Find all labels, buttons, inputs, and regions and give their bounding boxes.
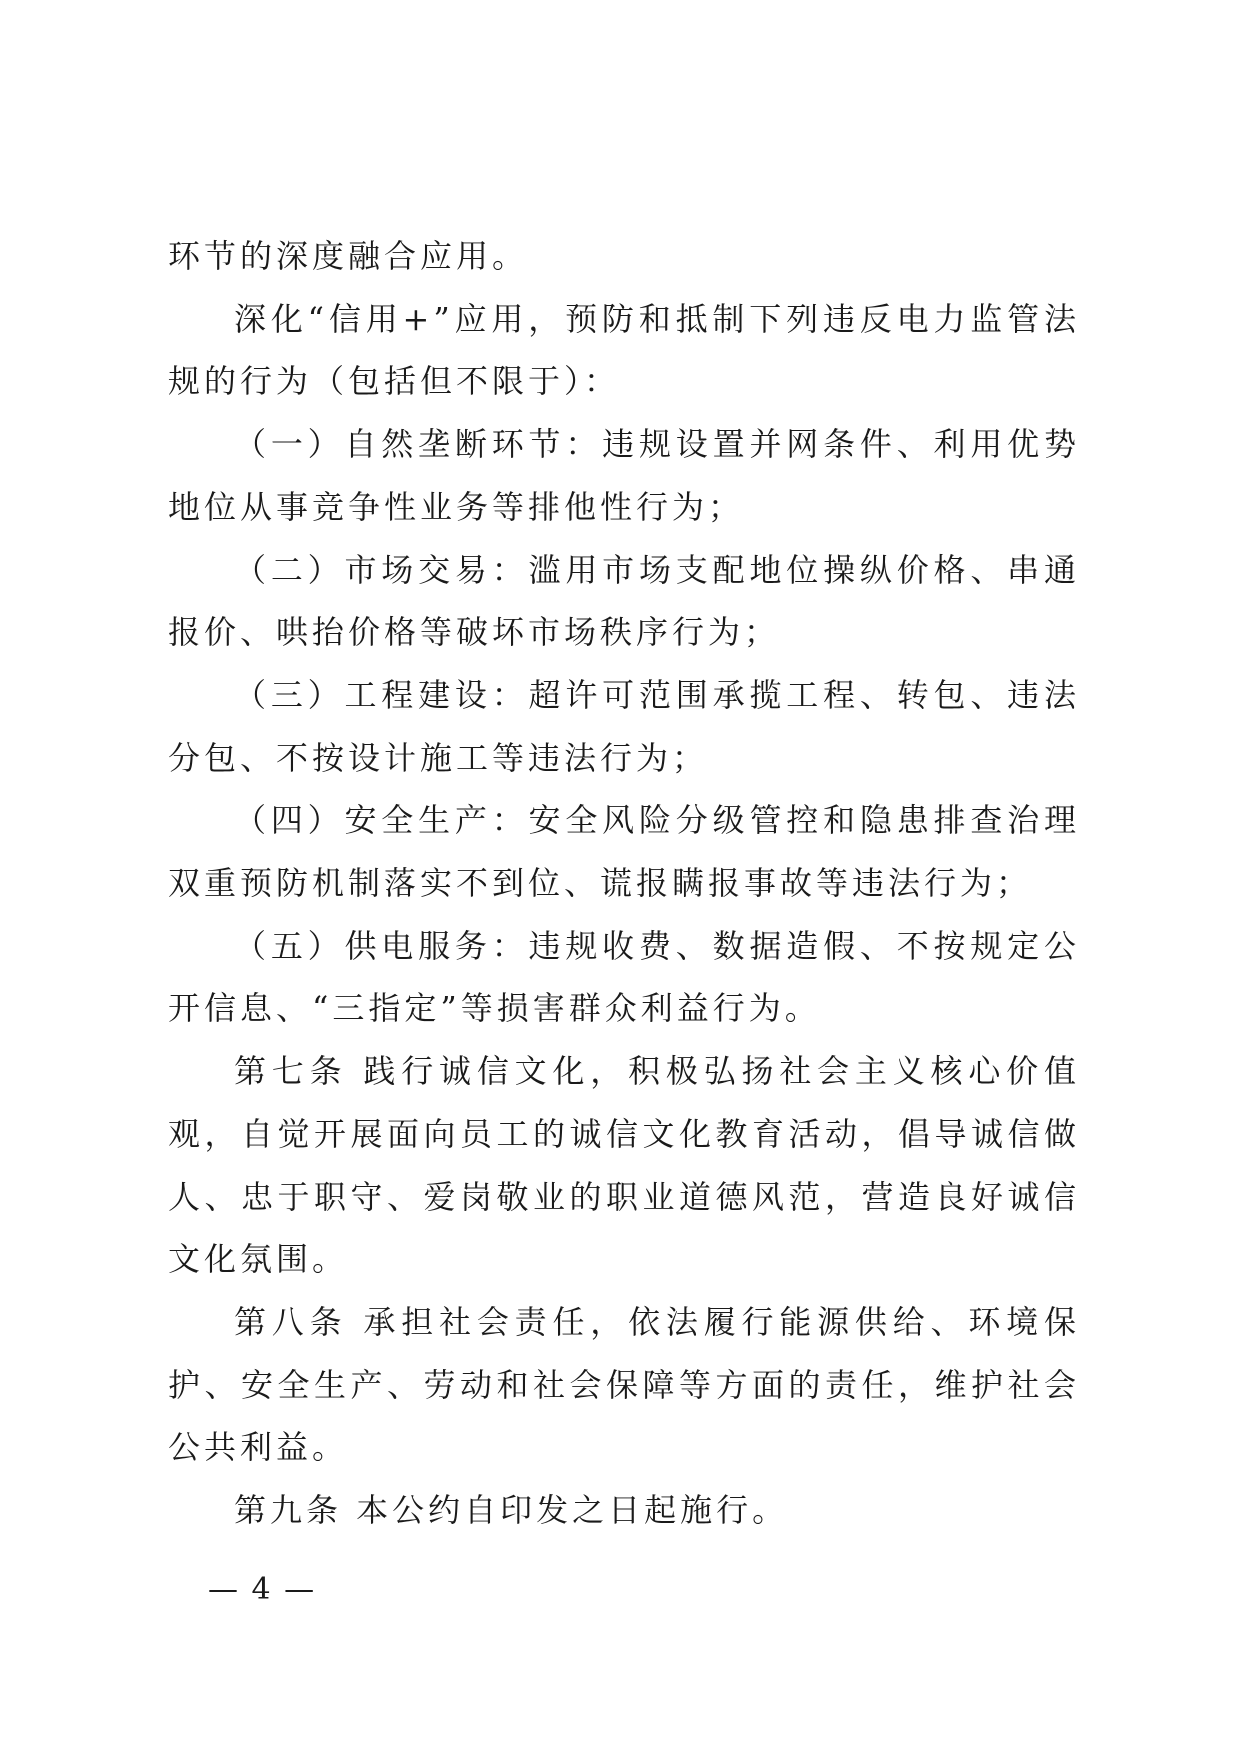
document-body — [168, 225, 1080, 1542]
paragraph-item-5: （五）供电服务：违规收费、数据造假、不按规定公开信息、“三指定”等损害群众利益行为。 — [168, 926, 1080, 1028]
paragraph-item-2: （二）市场交易：滥用市场支配地位操纵价格、串通报价、哄抬价格等破坏市场秩序行为； — [168, 550, 1080, 652]
paragraph-continuation: 环节的深度融合应用。 — [168, 237, 529, 275]
paragraph-article-7: 第七条 践行诚信文化，积极弘扬社会主义核心价值观，自觉开展面向员工的诚信文化教育活动，倡导诚信做人、忠于职守、爱岗敬业的职业道德风范，营造良好诚信文化氛围。 — [168, 1052, 1080, 1279]
paragraph-item-4: （四）安全生产：安全风险分级管控和隐患排查治理双重预防机制落实不到位、谎报瞒报事故等违法行为； — [168, 801, 1080, 903]
paragraph-item-3: （三）工程建设：超许可范围承揽工程、转包、违法分包、不按设计施工等违法行为； — [168, 675, 1080, 777]
paragraph-article-9: 第九条 本公约自印发之日起施行。 — [234, 1491, 789, 1530]
paragraph-item-1: （一）自然垄断环节：违规设置并网条件、利用优势地位从事竞争性业务等排他性行为； — [168, 425, 1080, 526]
page-number: — 4 — — [208, 1572, 317, 1607]
paragraph-credit-plus: 深化“信用+”应用，预防和抵制下列违反电力监管法规的行为（包括但不限于）： — [168, 299, 1080, 401]
paragraph-article-8: 第八条 承担社会责任，依法履行能源供给、环境保护、安全生产、劳动和社会保障等方面的责任，维护社会公共利益。 — [168, 1302, 1080, 1467]
